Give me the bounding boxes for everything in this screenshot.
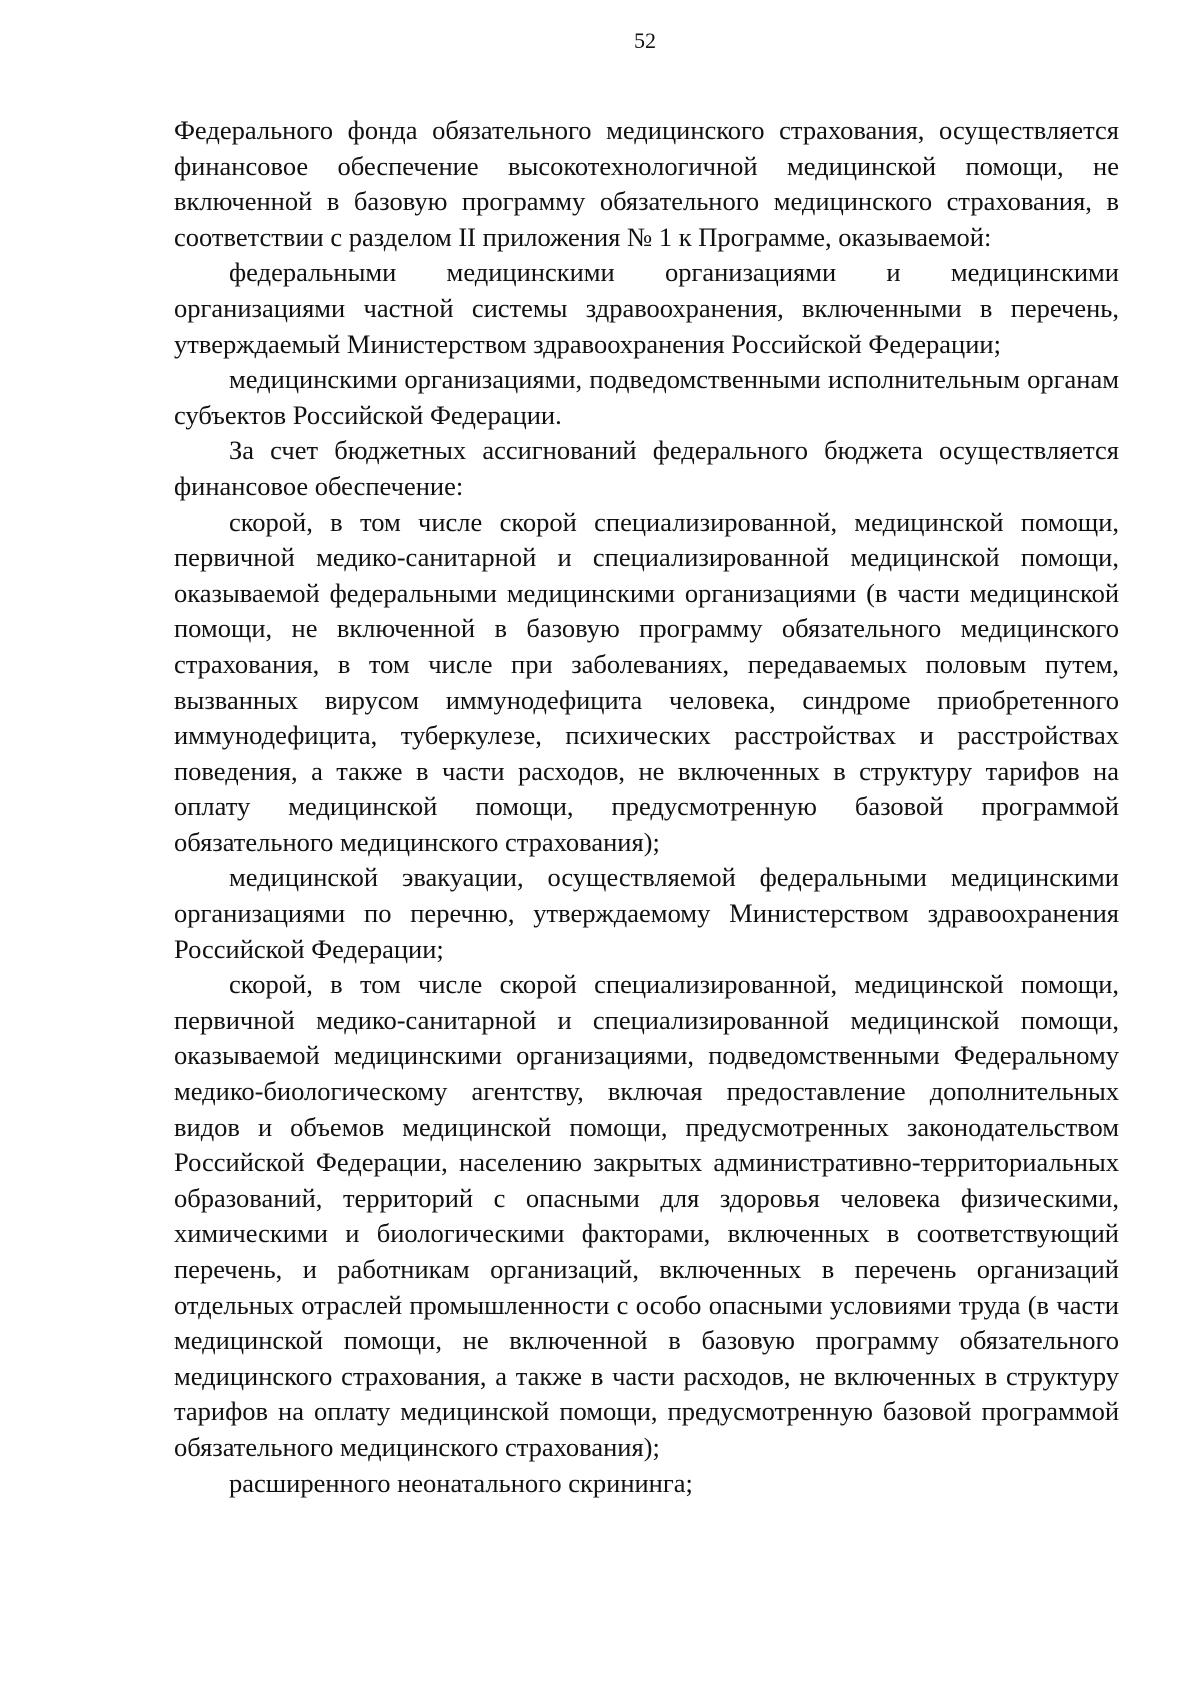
paragraph: скорой, в том числе скорой специализированной, медицинской помощи, первичной медико-санитарной и специализированной медицинской помощи, оказываемой медицинскими организациями, подведомственными Федеральному медико-биологическому агентству, включая предоставление дополнительных видов и объемов медицинской помощи, предусмотренных законодательством Российской Федерации, населению закрытых административно-территориальных образований, территорий с опасными для здоровья человека физическими, химическими и биологическими факторами, включенных в соответствующий перечень, и работникам организаций, включенных в перечень организаций отдельных отраслей промышленности с особо опасными условиями труда (в части медицинской помощи, не включенной в базовую программу обязательного медицинского страхования, а также в части расходов, не включенных в структуру тарифов на оплату медицинской помощи, предусмотренную базовой программой обязательного медицинского страхования); [174, 969, 1119, 1462]
document-body [174, 113, 1119, 1501]
paragraph: расширенного неонатального скрининга; [229, 1467, 693, 1498]
paragraph: Федерального фонда обязательного медицинского страхования, осуществляется финансовое обеспечение высокотехнологичной медицинской помощи, не включенной в базовую программу обязательного медицинского страхования, в соответствии с разделом II приложения № 1 к Программе, оказываемой: [174, 115, 1119, 252]
paragraph: федеральными медицинскими организациями и медицинскими организациями частной системы здравоохранения, включенными в перечень, утверждаемый Министерством здравоохранения Российской Федерации; [174, 257, 1119, 359]
paragraph: медицинскими организациями, подведомственными исполнительным органам субъектов Российской Федерации. [174, 364, 1119, 430]
paragraph: медицинской эвакуации, осуществляемой федеральными медицинскими организациями по перечню, утверждаемому Министерством здравоохранения Российской Федерации; [174, 862, 1119, 964]
paragraph: За счет бюджетных ассигнований федерального бюджета осуществляется финансовое обеспечение: [174, 435, 1119, 501]
page-number: 52 [634, 28, 656, 53]
paragraph: скорой, в том числе скорой специализированной, медицинской помощи, первичной медико-санитарной и специализированной медицинской помощи, оказываемой федеральными медицинскими организациями (в части медицинской помощи, не включенной в базовую программу обязательного медицинского страхования, в том числе при заболеваниях, передаваемых половым путем, вызванных вирусом иммунодефицита человека, синдроме приобретенного иммунодефицита, туберкулезе, психических расстройствах и расстройствах поведения, а также в части расходов, не включенных в структуру тарифов на оплату медицинской помощи, предусмотренную базовой программой обязательного медицинского страхования); [174, 506, 1119, 857]
